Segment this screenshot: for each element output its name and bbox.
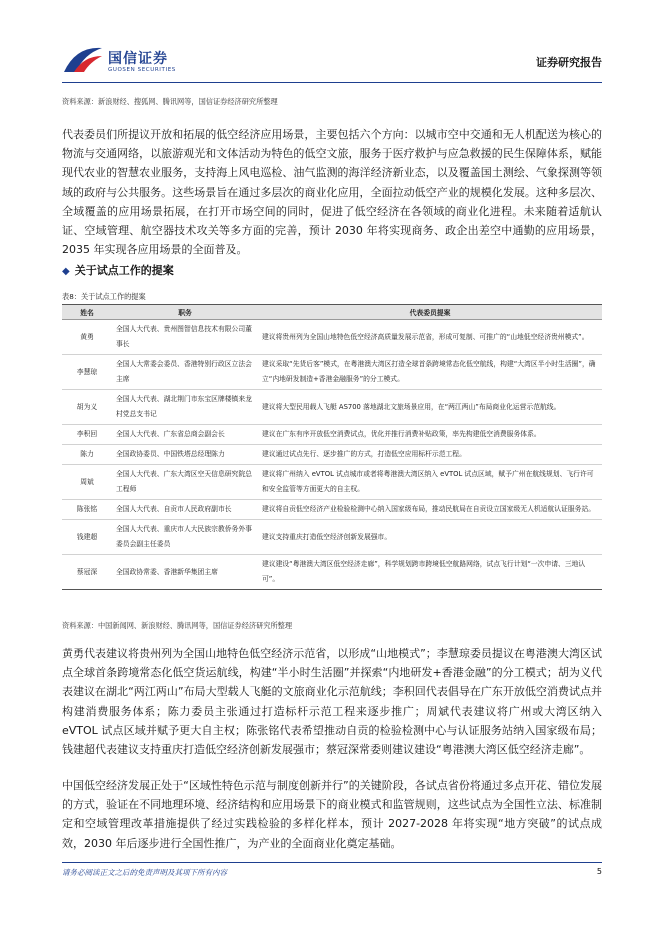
- cell-position: 全国人大代表、湖北荆门市东宝区牌楼镇来龙村党总支书记: [112, 390, 258, 425]
- cell-proposal: 建议采取“先货后客”模式，在粤港澳大湾区打造全球首条跨境常态化低空航线，构建“大湾区半小时生活圈”，确立“内地研发制造+香港金融服务”的分工模式。: [258, 355, 602, 390]
- cell-name: 黄勇: [62, 320, 112, 355]
- table-row: [62, 390, 602, 425]
- diamond-bullet-icon: ◆: [62, 266, 70, 277]
- cell-name: 李积回: [62, 425, 112, 445]
- source-note-top: 资料来源：新浪财经、搜狐网、腾讯网等，国信证券经济研究所整理: [62, 97, 278, 106]
- guosen-logo-icon: [62, 42, 104, 76]
- source-note-table: 资料来源：中国新闻网、新浪财经、腾讯网等，国信证券经济研究所整理: [62, 621, 293, 630]
- footer-disclaimer: 请务必阅读正文之后的免责声明及其项下所有内容: [62, 868, 227, 877]
- cell-name: 蔡冠深: [62, 555, 112, 590]
- section-heading: [62, 262, 174, 278]
- table-row: [62, 465, 602, 500]
- table-row: [62, 500, 602, 520]
- table-row: [62, 355, 602, 390]
- cell-position: 全国政协委员、中国铁塔总经理陈力: [112, 445, 258, 465]
- table-row: [62, 320, 602, 355]
- logo-text-en: GUOSEN SECURITIES: [108, 67, 176, 73]
- cell-proposal: 建议将自贡低空经济产业检验检测中心纳入国家级布局，推动民航局在自贡设立国家级无人机适航认证服务站。: [258, 500, 602, 520]
- table-row: [62, 425, 602, 445]
- cell-name: 李慧琼: [62, 355, 112, 390]
- paragraph-scenarios: 代表委员们所提议开放和拓展的低空经济应用场景，主要包括六个方向：以城市空中交通和无人机配送为核心的物流与交通网络，以旅游观光和文体活动为特色的低空文旅，服务于医疗救护与应急救援的民生保障体系，赋能现代农业的智慧农业服务，支持海上风电巡检、油气监测的海洋经济新业态，以及覆盖国土测绘、气象探测等领域的政府与公共服务。这些场景旨在通过多层次的商业化应用，全面拉动低空产业的规模化发展。这种多层次、全域覆盖的应用场景拓展，在打开市场空间的同时，促进了低空经济在各领域的商业化进程。未来随着适航认证、空域管理、航空器技术攻关等多方面的完善，预计 2030 年将实现商务、政企出差空中通勤的应用场景，2035 年实现各应用场景的全面普及。: [62, 128, 602, 257]
- cell-name: 胡为义: [62, 390, 112, 425]
- cell-position: 全国人大代表、广东大湾区空天信息研究院总工程师: [112, 465, 258, 500]
- cell-proposal: 建议在广东有序开放低空消费试点，优化并推行消费补贴政策，率先构建低空消费服务体系。: [258, 425, 602, 445]
- cell-proposal: 建议将贵州列为全国山地特色低空经济高质量发展示范省，形成可复制、可推广的“山地低空经济贵州模式”。: [258, 320, 602, 355]
- cell-name: 陈张铭: [62, 500, 112, 520]
- column-header-position: 职务: [112, 305, 258, 320]
- cell-proposal: 建议将大型民用载人飞艇 AS700 落地湖北文旅场景应用，在“两江两山”布局商业化运营示范航线。: [258, 390, 602, 425]
- cell-proposal: 建议支持重庆打造低空经济创新发展强市。: [258, 520, 602, 555]
- cell-name: 陈力: [62, 445, 112, 465]
- page-header: [62, 42, 602, 82]
- table-row: [62, 520, 602, 555]
- paragraph-outlook: 中国低空经济发展正处于“区域性特色示范与制度创新并行”的关键阶段，各试点省份将通过多点开花、错位发展的方式，验证在不同地理环境、经济结构和应用场景下的商业模式和监管规则，这些试点为全国性立法、标准制定和空域管理改革措施提供了经过实践检验的多样化样本，预计 2027-2028 年将实现“地方突破”的试点成效，2030 年后逐步进行全国性推广，为产业的全面商业化奠定基础。: [62, 779, 602, 850]
- logo-text-cn: 国信证券: [108, 51, 168, 67]
- column-header-proposal: 代表委员提案: [258, 305, 602, 320]
- table-header-row: [62, 305, 602, 320]
- cell-position: 全国人大代表、广东省总商会副会长: [112, 425, 258, 445]
- table-caption: 表8：关于试点工作的提案: [62, 292, 146, 301]
- cell-position: 全国人大代表、自贡市人民政府副市长: [112, 500, 258, 520]
- cell-position: 全国人大代表、贵州图智信息技术有限公司董事长: [112, 320, 258, 355]
- cell-position: 全国政协常委、香港新华集团主席: [112, 555, 258, 590]
- cell-position: 全国人大代表、重庆市人大民族宗教侨务外事委员会副主任委员: [112, 520, 258, 555]
- table-row: [62, 555, 602, 590]
- report-type-label: 证券研究报告: [536, 56, 602, 69]
- cell-name: 周斌: [62, 465, 112, 500]
- cell-proposal: 建议将广州纳入 eVTOL 试点城市或者将粤港澳大湾区纳入 eVTOL 试点区域，赋予广州在航线规划、飞行许可和安全监管等方面更大的自主权。: [258, 465, 602, 500]
- cell-name: 钱建超: [62, 520, 112, 555]
- footer-divider: [62, 862, 602, 863]
- cell-proposal: 建议通过试点先行、逐步推广的方式，打造低空应用标杆示范工程。: [258, 445, 602, 465]
- table-row: [62, 445, 602, 465]
- cell-position: 全国人大常委会委员、香港特别行政区立法会主席: [112, 355, 258, 390]
- proposals-table: [62, 304, 602, 590]
- column-header-name: 姓名: [62, 305, 112, 320]
- page-number: 5: [596, 867, 602, 876]
- cell-proposal: 建议建设“粤港澳大湾区低空经济走廊”，科学规划跨市跨境低空航路网络，试点飞行计划“一次申请、三地认可”。: [258, 555, 602, 590]
- section-heading-text: 关于试点工作的提案: [74, 264, 174, 277]
- paragraph-proposals-summary: 黄勇代表建议将贵州列为全国山地特色低空经济示范省，以形成“山地模式”；李慧琼委员提议在粤港澳大湾区试点全球首条跨境常态化低空货运航线，构建“半小时生活圈”并探索“内地研发+香港金融”的分工模式；胡为义代表建议在湖北“两江两山”布局大型载人飞艇的文旅商业化示范航线；李积回代表倡导在广东开放低空消费试点并构建消费服务体系；陈力委员主张通过打造标杆示范工程来逐步推广；周斌代表建议将广州或大湾区纳入 eVTOL 试点区域并赋予更大自主权；陈张铭代表希望推动自贡的检验检测中心与认证服务站纳入国家级布局；钱建超代表建议支持重庆打造低空经济创新发展强市；蔡冠深常委则建议建设“粤港澳大湾区低空经济走廊”。: [62, 647, 602, 757]
- header-divider: [62, 82, 602, 83]
